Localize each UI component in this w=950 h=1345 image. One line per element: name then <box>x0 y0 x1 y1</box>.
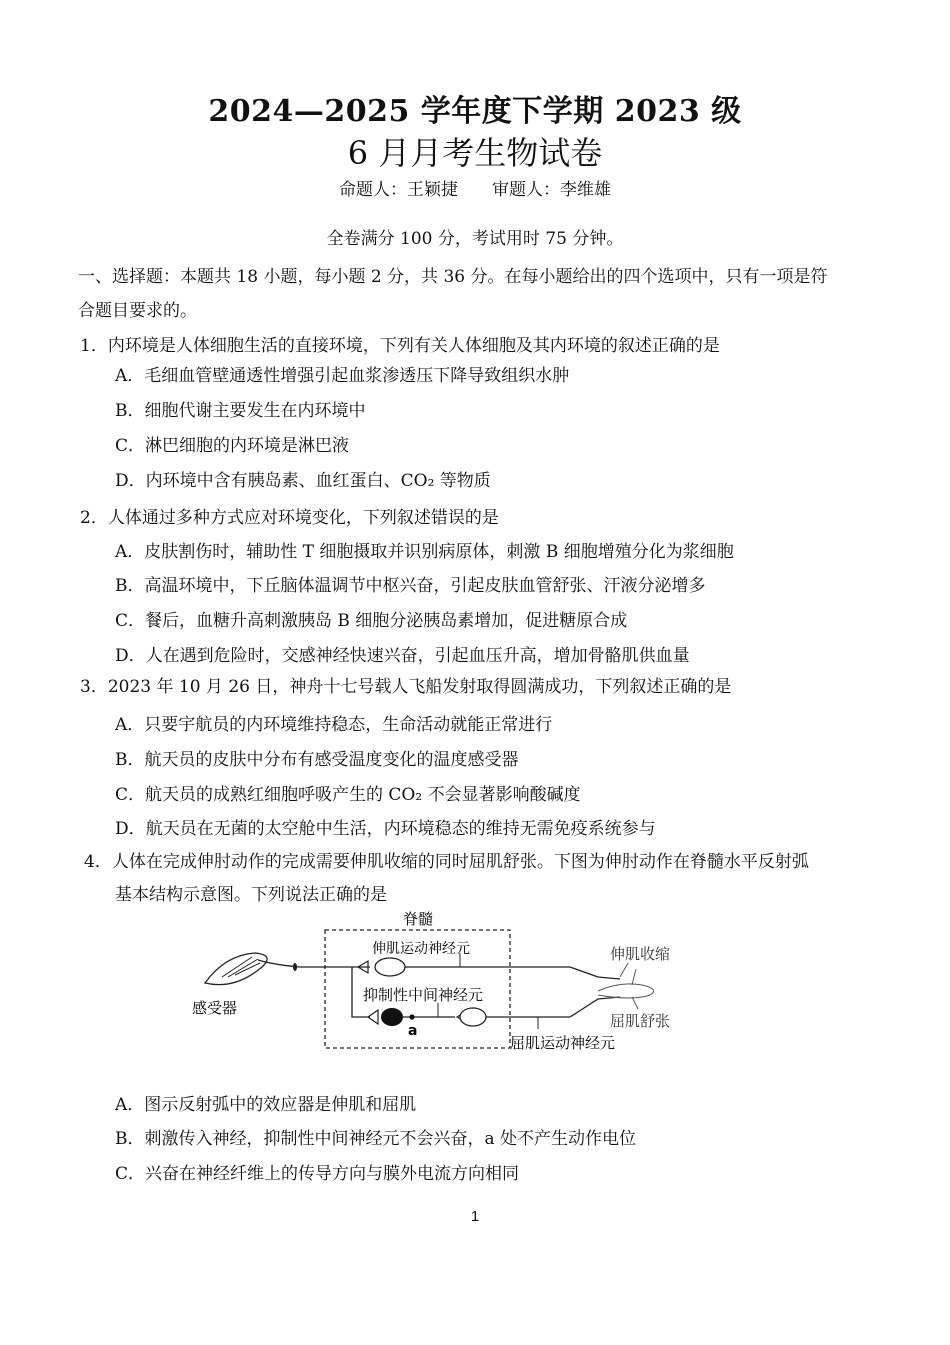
afferent-node <box>293 963 297 971</box>
question-2-option-c: C．餐后，血糖升高刺激胰岛 B 细胞分泌胰岛素增加，促进糖原合成 <box>115 611 628 631</box>
flexor-label-leader-arm <box>632 997 638 1009</box>
section-heading-line2: 合题目要求的。 <box>78 301 197 321</box>
flexor-motor-neuron-body <box>460 1008 486 1026</box>
exam-title-year: 2024—2025 学年度下学期 2023 级 <box>208 94 742 129</box>
reflex-arc-diagram <box>180 905 700 1057</box>
point-a-label: a <box>408 1023 418 1039</box>
arm-outline <box>570 967 620 1017</box>
interneuron-body <box>381 1008 403 1026</box>
flexor-motor-neuron-label: 屈肌运动神经元 <box>510 1034 616 1052</box>
question-4-option-c: C．兴奋在神经纤维上的传导方向与膜外电流方向相同 <box>115 1164 520 1184</box>
page-number: 1 <box>470 1208 480 1225</box>
setter: 命题人：王颖捷 <box>339 180 458 200</box>
question-4-option-b: B．刺激传入神经，抑制性中间神经元不会兴奋，a 处不产生动作电位 <box>115 1129 637 1149</box>
question-3-option-c: C．航天员的成熟红细胞呼吸产生的 CO₂ 不会显著影响酸碱度 <box>115 785 581 805</box>
section-heading-line1: 一、选择题：本题共 18 小题，每小题 2 分，共 36 分。在每小题给出的四个选项中，只有一项是符 <box>78 267 828 287</box>
question-3-option-a: A．只要宇航员的内环境维持稳态，生命活动就能正常进行 <box>115 715 553 735</box>
question-3-option-b: B．航天员的皮肤中分布有感受温度变化的温度感受器 <box>115 750 519 770</box>
receptor-shape <box>205 953 267 985</box>
afferent-nerve <box>258 960 352 967</box>
question-1-option-d: D．内环境中含有胰岛素、血红蛋白、CO₂ 等物质 <box>115 471 491 491</box>
question-4-stem-continued: 基本结构示意图。下列说法正确的是 <box>115 885 387 905</box>
question-2-option-a: A．皮肤割伤时，辅助性 T 细胞摄取并识别病原体，刺激 B 细胞增殖分化为浆细胞 <box>115 542 734 562</box>
receptor-label: 感受器 <box>192 999 238 1017</box>
question-2-option-b: B．高温环境中，下丘脑体温调节中枢兴奋，引起皮肤血管舒张、汗液分泌增多 <box>115 576 706 596</box>
question-1-option-c: C．淋巴细胞的内环境是淋巴液 <box>115 436 350 456</box>
muscle-shape <box>598 984 654 998</box>
authors-line <box>0 175 950 200</box>
point-a-dot <box>409 1014 414 1019</box>
question-2-stem: 2．人体通过多种方式应对环境变化，下列叙述错误的是 <box>80 508 499 528</box>
question-4-option-a: A．图示反射弧中的效应器是伸肌和屈肌 <box>115 1095 417 1115</box>
exam-title-subject: 6 月月考生物试卷 <box>347 134 603 172</box>
extensor-motor-neuron-body <box>375 958 405 976</box>
reviewer: 审题人：李维雄 <box>492 180 611 200</box>
extensor-motor-neuron-label: 伸肌运动神经元 <box>372 941 470 957</box>
inhibitory-interneuron-label: 抑制性中间神经元 <box>363 986 484 1004</box>
exam-note: 全卷满分 100 分，考试用时 75 分钟。 <box>326 229 624 249</box>
question-4-stem: 4．人体在完成伸肘动作的完成需要伸肌收缩的同时屈肌舒张。下图为伸肘动作在脊髓水平反射弧 <box>84 852 809 872</box>
flexor-relax-label: 屈肌舒张 <box>610 1012 671 1030</box>
question-1-option-a: A．毛细血管壁通透性增强引起血浆渗透压下降导致组织水肿 <box>115 366 570 386</box>
question-1-stem: 1．内环境是人体细胞生活的直接环境，下列有关人体细胞及其内环境的叙述正确的是 <box>80 336 720 356</box>
question-1-option-b: B．细胞代谢主要发生在内环境中 <box>115 401 366 421</box>
extensor-label-leader-arm <box>620 963 636 985</box>
question-2-option-d: D．人在遇到危险时，交感神经快速兴奋，引起血压升高，增加骨骼肌供血量 <box>115 646 690 666</box>
receptor-fibers <box>222 957 260 977</box>
question-3-option-d: D．航天员在无菌的太空舱中生活，内环境稳态的维持无需免疫系统参与 <box>115 819 656 839</box>
extensor-contract-label: 伸肌收缩 <box>610 945 671 963</box>
spinal-cord-label: 脊髓 <box>402 910 434 928</box>
question-3-stem: 3．2023 年 10 月 26 日，神舟十七号载人飞船发射取得圆满成功，下列叙述正确的是 <box>80 677 732 697</box>
